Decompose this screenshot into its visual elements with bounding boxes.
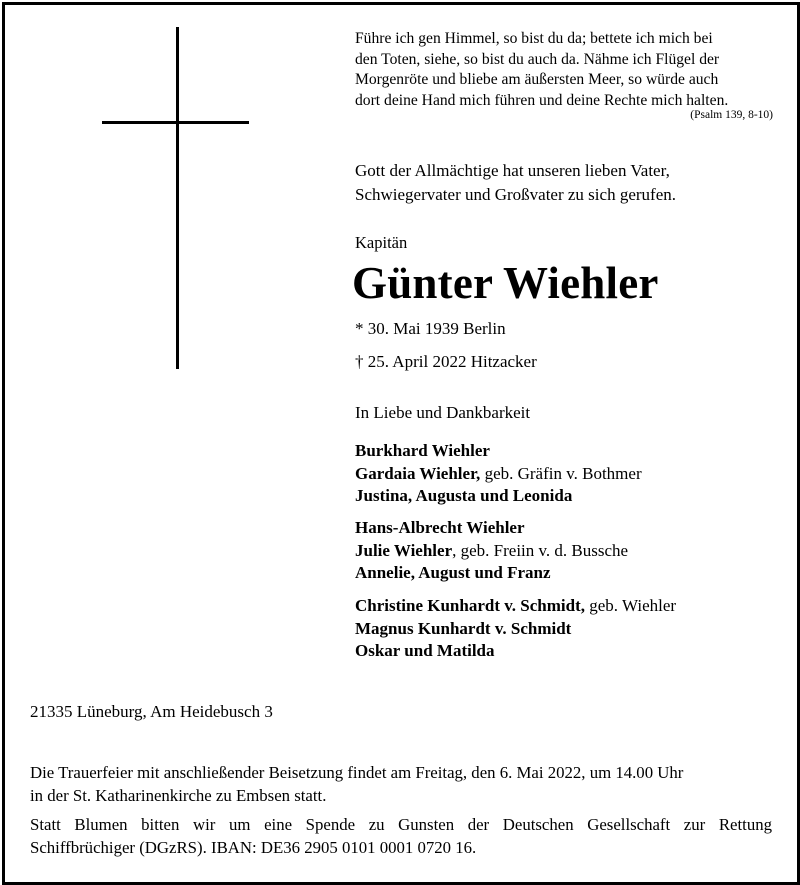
intro-text [355,159,676,207]
family-group [355,440,642,508]
psalm-line: den Toten, siehe, so bist du auch da. Nähme ich Flügel der [355,50,720,68]
family-group [355,595,676,663]
mourner-line: Hans-Albrecht Wiehler [355,518,525,537]
birth-date: * 30. Mai 1939 Berlin [355,319,506,338]
intro-line: Schwiegervater und Großvater zu sich gerufen. [355,185,676,204]
death-date: † 25. April 2022 Hitzacker [355,352,537,371]
ceremony-line: Die Trauerfeier mit anschließender Beisetzung findet am Freitag, den 6. Mai 2022, um 14.00 Uhr [30,763,684,782]
donation-notice [30,814,772,859]
family-group [355,517,628,585]
cross-icon-horizontal [102,121,249,124]
ceremony-notice [30,762,774,807]
mourner-line: Christine Kunhardt v. Schmidt, geb. Wiehler [355,596,677,615]
psalm-line: Morgenröte und bliebe am äußersten Meer, so würde auch [355,71,719,88]
mourner-line: Gardaia Wiehler, geb. Gräfin v. Bothmer [355,463,642,483]
deceased-title: Kapitän [355,233,408,252]
mourner-line: Justina, Augusta und Leonida [355,486,573,505]
deceased-name: Günter Wiehler [352,258,659,308]
mourner-line: Oskar und Matilda [355,641,495,660]
psalm-quote [355,29,775,111]
cross-icon-vertical [176,27,179,369]
psalm-line: dort deine Hand mich führen und deine Rechte mich halten. [355,91,729,109]
mourners-intro: In Liebe und Dankbarkeit [355,403,531,422]
mourner-line: Julie Wiehler, geb. Freiin v. d. Bussche [355,540,629,560]
ceremony-line: in der St. Katharinenkirche zu Embsen statt. [30,785,327,805]
intro-line: Gott der Allmächtige hat unseren lieben Vater, [355,161,670,180]
donation-line: Schiffbrüchiger (DGzRS). IBAN: DE36 2905 0101 0001 0720 16. [30,837,477,857]
psalm-line: Führe ich gen Himmel, so bist du da; bettete ich mich bei [355,30,713,47]
mourner-line: Annelie, August und Franz [355,563,551,582]
mourner-line: Burkhard Wiehler [355,441,490,460]
donation-line: Statt Blumen bitten wir um eine Spende zu Gunsten der Deutschen Gesellschaft zur Rettung [30,815,772,834]
mourner-line: Magnus Kunhardt v. Schmidt [355,618,572,638]
family-address: 21335 Lüneburg, Am Heidebusch 3 [30,702,273,721]
psalm-reference: (Psalm 139, 8-10) [690,109,773,121]
